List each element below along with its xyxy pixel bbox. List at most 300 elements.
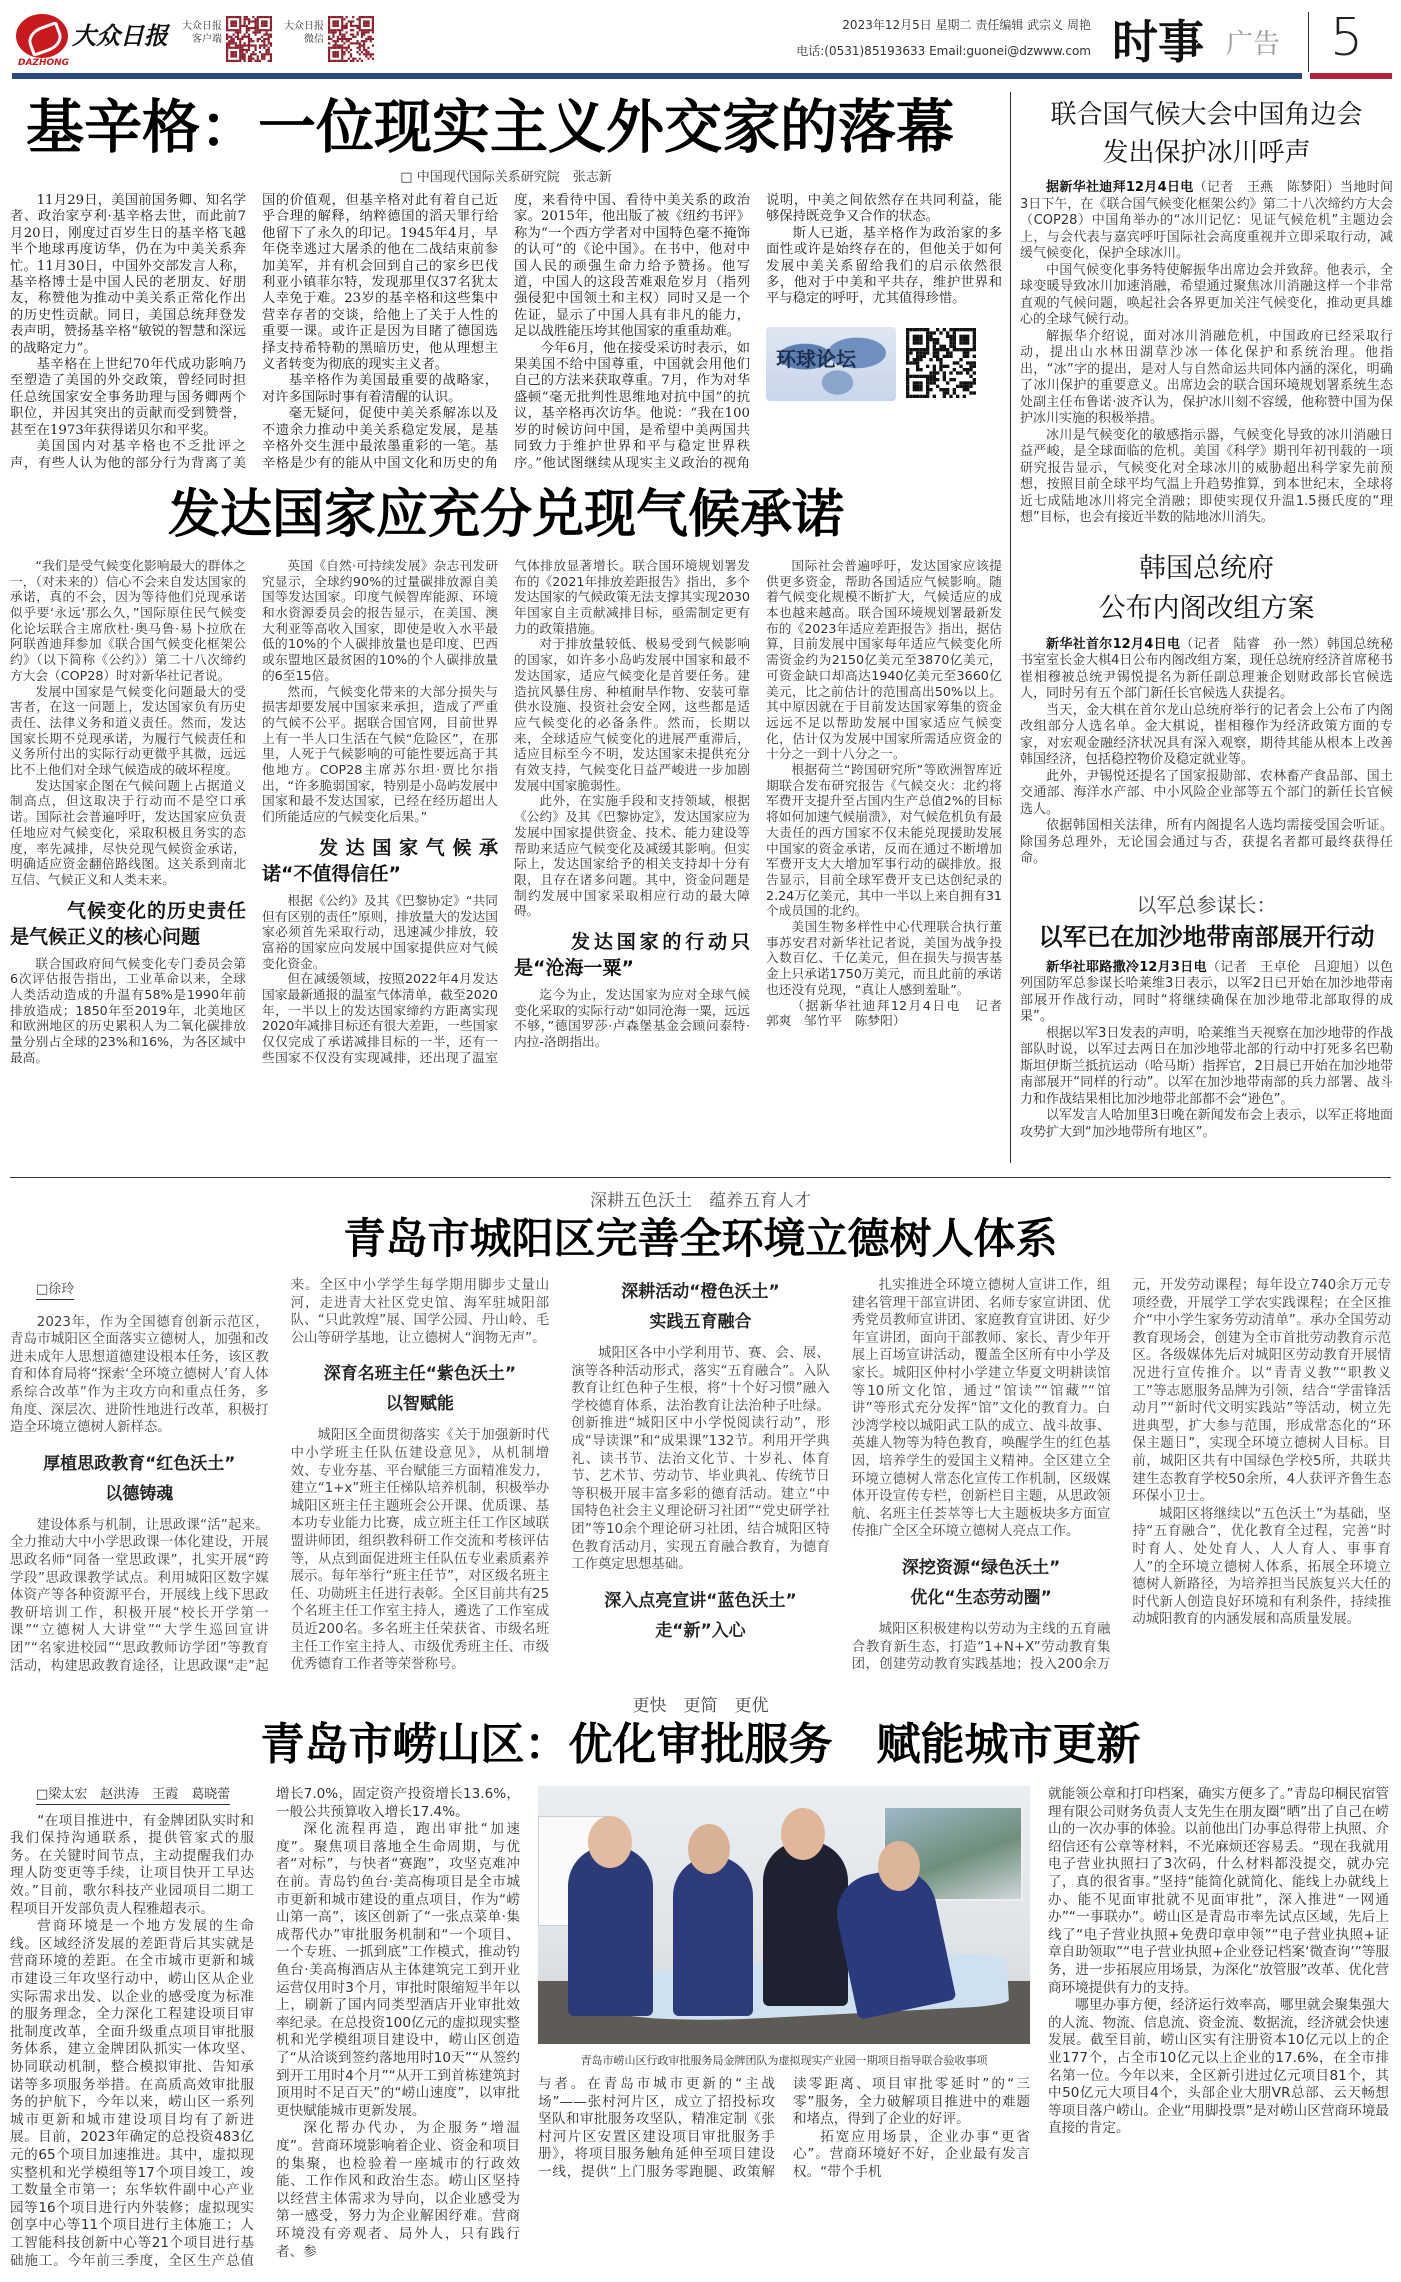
ad-label: 广告 bbox=[1226, 29, 1280, 60]
qr-module bbox=[237, 36, 239, 38]
qr-module bbox=[946, 365, 949, 368]
person-1-head bbox=[588, 1816, 632, 1868]
qr-module bbox=[261, 29, 263, 31]
qr-module bbox=[337, 60, 339, 62]
qr-module bbox=[268, 47, 270, 49]
qr-module bbox=[936, 355, 939, 358]
qr-module bbox=[239, 58, 241, 60]
qr-module bbox=[953, 378, 956, 381]
qr-module bbox=[966, 385, 969, 388]
qr-module bbox=[263, 34, 265, 36]
qr-module bbox=[244, 20, 246, 22]
subheading-line: 厚植思政教育“红色沃土” bbox=[43, 1453, 236, 1474]
qr-module bbox=[241, 55, 243, 57]
qr-module bbox=[235, 42, 237, 44]
qr-module bbox=[263, 58, 265, 60]
qr-module bbox=[929, 358, 932, 361]
qr-module bbox=[359, 49, 361, 51]
qr-module bbox=[330, 31, 332, 33]
qr-module bbox=[259, 31, 261, 33]
qr-module bbox=[268, 16, 270, 18]
qr-module bbox=[250, 27, 252, 29]
newspaper-logo-icon bbox=[16, 14, 68, 58]
qr-module bbox=[959, 365, 962, 368]
qr-module bbox=[228, 60, 230, 62]
qr-module bbox=[328, 47, 330, 49]
paragraph: 此外，尹锡悦还提名了国家报勋部、农林畜产食品部、国土交通部、海洋水产部、中小风险企业部等五个部门的新任长官候选人。 bbox=[1020, 768, 1393, 817]
qr-module bbox=[946, 351, 949, 354]
qr-module bbox=[226, 44, 228, 46]
qr-module bbox=[341, 44, 343, 46]
qr-module bbox=[335, 51, 337, 53]
qr-module bbox=[270, 58, 272, 60]
qr-module bbox=[233, 23, 235, 25]
qr-module bbox=[239, 40, 241, 42]
qr-module bbox=[916, 375, 919, 378]
qr-module bbox=[365, 31, 367, 33]
qr-label-app: 大众日报客户端 bbox=[182, 21, 222, 45]
qr-module bbox=[343, 47, 345, 49]
qr-module bbox=[926, 385, 929, 388]
person-2 bbox=[673, 1856, 753, 2016]
qr-module bbox=[956, 348, 959, 351]
qr-module bbox=[365, 25, 367, 27]
glacier-headline bbox=[1020, 96, 1393, 172]
qr-module bbox=[356, 47, 358, 49]
qr-module bbox=[372, 53, 374, 55]
qr-module bbox=[235, 29, 237, 31]
qr-module bbox=[350, 60, 352, 62]
subheading-line: 深耕活动“橙色沃土” bbox=[621, 1282, 780, 1302]
qr-module bbox=[343, 34, 345, 36]
paragraph: 中国气候变化事务特使解振华出席边会并致辞。他表示，全球变暖导致冰川加速消融，希望通过聚焦冰川消融这样一个非常直观的气候问题，唤起社会各界更加关注气候变化，推动更具雄心的全球气候行动。 bbox=[1020, 262, 1393, 327]
qr-module bbox=[906, 335, 909, 338]
person-3-head bbox=[781, 1808, 825, 1860]
qr-module bbox=[248, 40, 250, 42]
qr-module bbox=[230, 36, 232, 38]
qr-module bbox=[228, 36, 230, 38]
qr-module bbox=[367, 25, 369, 27]
qr-module bbox=[341, 36, 343, 38]
qr-module bbox=[268, 60, 270, 62]
qr-module bbox=[332, 29, 334, 31]
qr-code-forum[interactable] bbox=[906, 328, 976, 400]
qr-module bbox=[237, 47, 239, 49]
qr-module bbox=[923, 375, 926, 378]
laoshan-section bbox=[0, 1691, 1401, 2282]
paragraph: 城阳区将继续以“五色沃土”为基础，坚持“五育融合”，优化教育全过程，完善“时时育人、处处育人、人人育人、事事育人”的全环境立德树人体系，拓展全环境立德树人新路径，为培养担当民族复兴大任的时代新人创造良好环境和有利条件，持续推动城阳教育的内涵发展和高质量发展。 bbox=[1132, 1506, 1391, 1628]
qr-module bbox=[943, 388, 946, 391]
qr-module bbox=[346, 16, 348, 18]
qr-module bbox=[341, 47, 343, 49]
qr-module bbox=[966, 361, 969, 364]
subheading-line: 深育名班主任“紫色沃土” bbox=[323, 1364, 517, 1385]
qr-module bbox=[913, 328, 916, 331]
qr-module bbox=[956, 385, 959, 388]
qr-module bbox=[241, 25, 243, 27]
subheading bbox=[852, 1553, 1111, 1613]
qr-module bbox=[335, 55, 337, 57]
qr-module bbox=[346, 38, 348, 40]
qr-module bbox=[244, 55, 246, 57]
qr-module bbox=[339, 31, 341, 33]
qr-module bbox=[343, 25, 345, 27]
qr-module bbox=[973, 338, 976, 341]
qr-module bbox=[926, 345, 929, 348]
korea-headline bbox=[1020, 549, 1393, 629]
qr-module bbox=[906, 378, 909, 381]
qr-module bbox=[337, 55, 339, 57]
qr-module bbox=[239, 49, 241, 51]
qr-module bbox=[265, 20, 267, 22]
qr-module bbox=[335, 47, 337, 49]
qr-module bbox=[361, 29, 363, 31]
paragraph: （记者 王卓伦 吕迎旭）以色列国防军总参谋长哈莱维3日表示，以军2日已开始在加沙地带南部展开作战行动，同时“将继续确保在加沙地带北部取得的成果”。 bbox=[1020, 959, 1393, 1024]
qr-module bbox=[263, 16, 265, 18]
qr-module bbox=[263, 55, 265, 57]
paragraph: 冰川是气候变化的敏感指示器，气候变化导致的冰川消融日益严峻，是全球面临的危机。美国《科学》期刊年初刊载的一项研究报告显示，气候变化对全球冰川的威胁超出科学家先前预想，按照目前全球平均气温上升趋势推算，到本世纪末，全球将近七成陆地冰川将完全消融；即使实现仅升温1.5摄氏度的“理想”目标，也会有接近半数的陆地冰川消失。 bbox=[1020, 427, 1393, 525]
korea-headline-line1: 韩国总统府 bbox=[1139, 552, 1274, 584]
paragraph: 根据以军3日发表的声明，哈莱维当天视察在加沙地带的作战部队时说，以军过去两日在加沙地带北部的行动中打死多名巴勒斯坦伊斯兰抵抗运动（哈马斯）指挥官，2日晨已开始在加沙地带南部展开“同样的行动”。以军在加沙地带南部的兵力部署、战斗力和作战结果相比加沙地带北部都不会“逊色”。 bbox=[1020, 1025, 1393, 1107]
qr-module bbox=[969, 328, 972, 331]
qr-module bbox=[916, 385, 919, 388]
qr-module bbox=[356, 34, 358, 36]
qr-module bbox=[237, 34, 239, 36]
qr-module bbox=[248, 18, 250, 20]
qr-module bbox=[230, 29, 232, 31]
qr-module bbox=[906, 371, 909, 374]
qr-module bbox=[226, 42, 228, 44]
qr-module bbox=[906, 328, 909, 331]
qr-module bbox=[963, 355, 966, 358]
qr-module bbox=[241, 53, 243, 55]
qr-module bbox=[330, 60, 332, 62]
qr-module bbox=[252, 27, 254, 29]
qr-module bbox=[963, 381, 966, 384]
qr-module bbox=[926, 348, 929, 351]
paragraph: 发展中国家是气候变化问题最大的受害者，在这一问题上，发达国家负有历史责任、法律义务和道义责任。然而，发达国家长期不兑现承诺，为履行气候责任和义务所付出的实际行动更微乎其微，远远比不上他们对全球气候造成的破坏程度。 bbox=[10, 683, 246, 778]
qr-module bbox=[226, 29, 228, 31]
qr-module bbox=[916, 355, 919, 358]
qr-module bbox=[356, 51, 358, 53]
qr-module bbox=[943, 355, 946, 358]
paragraph: 国际社会普遍呼吁，发达国家应该提供更多资金，帮助各国适应气候影响。随着气候变化规模不断扩大，气候适应的成本也越来越高。联合国环境规划署最新发布的《2023年适应差距报告》指出，据估算，目前发展中国家每年适应气候变化所需资金约为2150亿美元至3870亿美元，可资金缺口却高达1940亿美元至3660亿美元，比之前估计的范围高出50%以上。其中原因就在于目前发达国家筹集的资金远远不足以帮助发展中国家适应气候变化，估计仅为发展中国家所需适应资金的十分之一到十八分之一。 bbox=[766, 557, 1002, 762]
qr-module bbox=[926, 338, 929, 341]
qr-module bbox=[933, 381, 936, 384]
dateline: 新华社耶路撒冷12月3日电 bbox=[1046, 959, 1207, 975]
qr-module bbox=[953, 388, 956, 391]
qr-module bbox=[259, 16, 261, 18]
qr-module bbox=[341, 29, 343, 31]
qr-module bbox=[246, 25, 248, 27]
qr-module bbox=[350, 38, 352, 40]
qr-module bbox=[359, 53, 361, 55]
qr-module bbox=[328, 36, 330, 38]
qr-module bbox=[259, 51, 261, 53]
paragraph: 建设体系与机制，让思政课“活”起来。全力推动大中小学思政课一体化建设，开展思政名师“同备一堂思政课”，扎实开展“跨学段”思政课教学试点。利用城阳区数字媒体资产等各种资源平台，开展线上线下思政教研培训工作，积极开展“校长开学第一课”“立德树人大讲堂”“大学生巡回宣讲团”“名家进校园”“思政教师访学团”等教育活动，构建思政教育途径，让思政课“走”起来。全区中小学学生每学期用脚步丈量山河，走进青大社区党史馆、海军驻城阳部队、“只此敦煌”展、国学公园、丹山岭、毛公山等研学基地，让立德树人“润物无声”。 bbox=[10, 1278, 550, 1674]
qr-module bbox=[906, 358, 909, 361]
qr-module bbox=[237, 44, 239, 46]
qr-module bbox=[963, 335, 966, 338]
qr-module bbox=[239, 29, 241, 31]
qr-module bbox=[337, 51, 339, 53]
qr-module bbox=[246, 49, 248, 51]
qr-module bbox=[352, 58, 354, 60]
qr-module bbox=[926, 391, 929, 394]
qr-module bbox=[370, 29, 372, 31]
qr-module bbox=[929, 388, 932, 391]
qr-module bbox=[244, 53, 246, 55]
laoshan-article-body-continued bbox=[538, 2076, 1030, 2182]
qr-module bbox=[923, 328, 926, 331]
page-number: 5 bbox=[1330, 8, 1364, 68]
qr-module bbox=[270, 53, 272, 55]
qr-module bbox=[270, 34, 272, 36]
qr-code-wechat[interactable] bbox=[328, 16, 374, 64]
qr-module bbox=[363, 31, 365, 33]
qr-module bbox=[254, 23, 256, 25]
chengyang-byline: □徐玲 bbox=[36, 1281, 74, 1300]
subheading: 发达国家气候承诺“不值得信任” bbox=[262, 836, 498, 885]
qr-module bbox=[254, 18, 256, 20]
qr-module bbox=[254, 53, 256, 55]
qr-module bbox=[953, 361, 956, 364]
qr-module bbox=[933, 345, 936, 348]
qr-module bbox=[906, 341, 909, 344]
qr-module bbox=[969, 391, 972, 394]
qr-module bbox=[926, 341, 929, 344]
qr-module bbox=[228, 40, 230, 42]
qr-module bbox=[365, 16, 367, 18]
qr-module bbox=[230, 40, 232, 42]
qr-module bbox=[248, 38, 250, 40]
qr-module bbox=[943, 328, 946, 331]
qr-module bbox=[363, 44, 365, 46]
qr-module bbox=[936, 358, 939, 361]
qr-module bbox=[363, 47, 365, 49]
qr-module bbox=[356, 42, 358, 44]
qr-code-app[interactable] bbox=[226, 16, 272, 64]
qr-module bbox=[949, 355, 952, 358]
qr-module bbox=[933, 331, 936, 334]
qr-module bbox=[949, 328, 952, 331]
qr-module bbox=[328, 23, 330, 25]
qr-module bbox=[916, 328, 919, 331]
section-divider bbox=[10, 1177, 1391, 1178]
qr-module bbox=[339, 34, 341, 36]
qr-module bbox=[352, 16, 354, 18]
qr-module bbox=[350, 42, 352, 44]
qr-module bbox=[332, 40, 334, 42]
qr-module bbox=[244, 23, 246, 25]
subheading-line: 深入点亮宣讲“蓝色沃土” bbox=[604, 1590, 797, 1611]
qr-module bbox=[363, 34, 365, 36]
qr-module bbox=[228, 44, 230, 46]
climate-headline: 发达国家应充分兑现气候承诺 bbox=[167, 484, 844, 545]
qr-module bbox=[973, 378, 976, 381]
qr-module bbox=[226, 20, 228, 22]
qr-module bbox=[263, 25, 265, 27]
qr-module bbox=[257, 58, 259, 60]
qr-module bbox=[933, 355, 936, 358]
qr-module bbox=[913, 348, 916, 351]
paragraph: 拓宽应用场景，企业办事“更省心”。营商环境好不好，企业最有发言权。“带个手机 bbox=[793, 2128, 1030, 2181]
paragraph: 联合国政府间气候变化专门委员会第6次评估报告指出，工业革命以来，全球人类活动造成的升温有58%是1990年前排放造成；1850年至2019年，北美地区和欧洲地区的历史累积人为二氧化碳排放量分别占全球的23%和16%，为各区域中最高。 bbox=[10, 955, 246, 1065]
qr-module bbox=[969, 348, 972, 351]
paragraph: 深化流程再造，跑出审批“加速度”。聚焦项目落地全生命周期，与优者“对标”，与快者“赛跑”，攻坚克难冲在前。青岛钓鱼台·美高梅项目是全市城市更新和城市建设的重点项目，作为“崂山第一高”，该区创新了“一张点菜单·集成帮代办”审批服务机制和“一个项目、一个专班、一抓到底”工作模式，推动钓鱼台·美高梅酒店从主体建筑完工到开业运营仅用时3个月，审批时限缩短半年以上，刷新了国内同类型酒店开业审批效率纪录。在总投资100亿元的虚拟现实整机和光学模组项目建设中，崂山区创造了“从洽谈到签约落地用时10天”“从签约到开工用时4个月”“从开工到首栋建筑封顶用时不足百天”的“崂山速度”，以审批更快赋能城市更新发展。 bbox=[276, 1821, 520, 2119]
qr-module bbox=[254, 27, 256, 29]
qr-module bbox=[335, 25, 337, 27]
qr-module bbox=[330, 29, 332, 31]
qr-module bbox=[953, 368, 956, 371]
qr-module bbox=[252, 51, 254, 53]
qr-module bbox=[235, 47, 237, 49]
qr-module bbox=[359, 42, 361, 44]
paragraph: 扎实推进全环境立德树人宣讲工作，组建名管理干部宣讲团、名师专家宣讲团、优秀党员教师宣讲团、家庭教育宣讲团、好少年宣讲团，面向干部教师、家长、青少年开展上百场宣讲活动，覆盖全区所有中小学及家长。城阳区仲村小学建立华夏文明耕读馆等10所文化馆，通过“馆读”“馆藏”“馆讲”等形式充分发挥“馆”文化的教育力。白沙湾学校以城阳武工队的成立、战斗故事、英雄人物等为特色教育，唤醒学生的红色基因，培养学生的爱国主义精神。全区建立全环境立德树人常态化宣传工作机制，区级媒体开设宣传专栏，创新栏目主题，从思政领航、名班主任荟萃等七大主题板块多方面宣传推广全区全环境立德树人亮点工作。 bbox=[851, 1278, 1111, 1540]
israel-kicker: 以军总参谋长： bbox=[1136, 892, 1277, 917]
qr-module bbox=[270, 36, 272, 38]
qr-module bbox=[244, 18, 246, 20]
qr-module bbox=[241, 51, 243, 53]
qr-module bbox=[332, 23, 334, 25]
qr-module bbox=[239, 23, 241, 25]
qr-module bbox=[230, 60, 232, 62]
qr-module bbox=[335, 60, 337, 62]
paragraph: （记者 陆睿 孙一然）韩国总统秘书室室长金大棋4日公布内阁改组方案，现任总统府经济首席秘书崔相穆被总统尹锡悦提名为新任副总理兼企划财政部长官候选人，同时另有五个部门新任长官候选人获提名。 bbox=[1020, 636, 1393, 701]
qr-module bbox=[337, 38, 339, 40]
masthead-divider bbox=[1308, 12, 1309, 72]
qr-module bbox=[949, 395, 952, 398]
laoshan-layout bbox=[10, 1786, 1391, 2270]
paragraph: （据新华社迪拜12月4日电 记者 郭爽 邹竹平 陈梦阳） bbox=[766, 997, 1015, 1029]
qr-module bbox=[906, 388, 909, 391]
qr-module bbox=[933, 351, 936, 354]
paragraph: 根据荷兰“跨国研究所”等欧洲智库近期联合发布研究报告《气候交火：北约将军费开支提升至占国内生产总值2%的目标将如何加速气候崩溃》，对气候危机负有最大责任的西方国家不仅未能兑现援助发展中国家的资金承诺，反而在通过不断增加军费开支大大增加军事行动的碳排放。报告显示，目前全球军费开支已达创纪录的2.24万亿美元，其中一半以上来自拥有31个成员国的北约。 bbox=[766, 762, 1002, 919]
qr-module bbox=[367, 36, 369, 38]
qr-module bbox=[969, 365, 972, 368]
qr-module bbox=[906, 351, 909, 354]
dateline: 新华社首尔12月4日电 bbox=[1046, 636, 1181, 652]
page-number-rule bbox=[1310, 73, 1392, 79]
qr-module bbox=[237, 38, 239, 40]
qr-module bbox=[367, 38, 369, 40]
qr-module bbox=[906, 331, 909, 334]
qr-module bbox=[233, 25, 235, 27]
qr-module bbox=[939, 348, 942, 351]
qr-module bbox=[239, 44, 241, 46]
qr-module bbox=[949, 341, 952, 344]
qr-module bbox=[270, 18, 272, 20]
qr-module bbox=[235, 55, 237, 57]
qr-module bbox=[263, 20, 265, 22]
qr-module bbox=[330, 16, 332, 18]
person-1 bbox=[568, 1846, 653, 2016]
qr-module bbox=[919, 328, 922, 331]
qr-module bbox=[226, 55, 228, 57]
qr-module bbox=[913, 375, 916, 378]
qr-module bbox=[963, 395, 966, 398]
qr-module bbox=[341, 55, 343, 57]
qr-module bbox=[929, 381, 932, 384]
newspaper-logo-en: DAZHONG bbox=[18, 58, 70, 68]
qr-module bbox=[916, 341, 919, 344]
qr-module bbox=[350, 53, 352, 55]
qr-module bbox=[956, 371, 959, 374]
qr-module bbox=[969, 361, 972, 364]
qr-module bbox=[226, 27, 228, 29]
qr-module bbox=[936, 328, 939, 331]
qr-module bbox=[946, 381, 949, 384]
qr-module bbox=[926, 395, 929, 398]
qr-module bbox=[365, 23, 367, 25]
qr-module bbox=[230, 25, 232, 27]
qr-module bbox=[919, 388, 922, 391]
qr-module bbox=[372, 23, 374, 25]
qr-module bbox=[235, 53, 237, 55]
qr-module bbox=[354, 25, 356, 27]
qr-module bbox=[226, 47, 228, 49]
qr-module bbox=[244, 34, 246, 36]
kissinger-byline: □ 中国现代国际关系研究院 张志新 bbox=[400, 170, 612, 185]
qr-module bbox=[966, 371, 969, 374]
qr-module bbox=[268, 34, 270, 36]
qr-module bbox=[343, 36, 345, 38]
qr-module bbox=[919, 338, 922, 341]
qr-module bbox=[926, 365, 929, 368]
qr-module bbox=[973, 348, 976, 351]
qr-module bbox=[248, 47, 250, 49]
qr-module bbox=[261, 53, 263, 55]
qr-module bbox=[913, 388, 916, 391]
qr-module bbox=[949, 338, 952, 341]
qr-module bbox=[235, 20, 237, 22]
israel-headline: 以军已在加沙地带南部展开行动 bbox=[1038, 922, 1375, 951]
qr-module bbox=[953, 338, 956, 341]
qr-module bbox=[906, 391, 909, 394]
qr-module bbox=[241, 36, 243, 38]
paragraph: 城阳区全面贯彻落实《关于加强新时代中小学班主任队伍建设意见》，从机制增效、专业夯基、平台赋能三方面精准发力，建立“1+x”班主任梯队培养机制，积极举办城阳区班主任主题班会公开课、优质课、基本功专业能力比赛，成立班主任工作区域联盟讲师团，组织教科研工作交流和考核评估等，从点到面促进班主任队伍专业素质素养展示。每年举行“班主任节”，对区级名班主任、功勋班主任进行表彰。全区目前共有25个名班主任工作室主持人，遴选了工作室成员近200名。多名班主任荣获省、市级名班主任工作室主持人、市级优秀班主任、市级优秀德育工作者等荣誉称号。 bbox=[290, 1428, 550, 1673]
qr-module bbox=[332, 47, 334, 49]
qr-module bbox=[246, 16, 248, 18]
qr-module bbox=[919, 358, 922, 361]
qr-module bbox=[257, 38, 259, 40]
qr-module bbox=[239, 60, 241, 62]
qr-module bbox=[916, 358, 919, 361]
qr-module bbox=[335, 53, 337, 55]
qr-module bbox=[913, 395, 916, 398]
qr-module bbox=[372, 38, 374, 40]
qr-module bbox=[341, 34, 343, 36]
qr-module bbox=[919, 381, 922, 384]
qr-module bbox=[268, 40, 270, 42]
qr-module bbox=[367, 29, 369, 31]
qr-module bbox=[906, 355, 909, 358]
qr-module bbox=[239, 42, 241, 44]
qr-module bbox=[239, 51, 241, 53]
qr-module bbox=[969, 385, 972, 388]
qr-module bbox=[233, 55, 235, 57]
qr-module bbox=[335, 20, 337, 22]
qr-module bbox=[943, 365, 946, 368]
qr-module bbox=[254, 31, 256, 33]
paragraph: 但在减缓领域，按照2022年4月发达国家最新通报的温室气体清单，截至2020年，一半以上的发达国家缔约方距离实现2020年减排目标还有很大差距，一些国家仅仅完成了承诺减排目标的一半，还有一些国家不仅没有实现减排，还出现了温室气体排放显著增长。联合国环境规划署发布的《2021年排放差距报告》指出，多个发达国家的气候政策无法支撑其实现2030年国家自主贡献减排目标，亟需制定更有力的政策措施。 bbox=[262, 557, 750, 1065]
qr-module bbox=[348, 40, 350, 42]
qr-module bbox=[372, 58, 374, 60]
qr-module bbox=[265, 44, 267, 46]
qr-module bbox=[361, 34, 363, 36]
qr-module bbox=[953, 328, 956, 331]
qr-module bbox=[248, 29, 250, 31]
